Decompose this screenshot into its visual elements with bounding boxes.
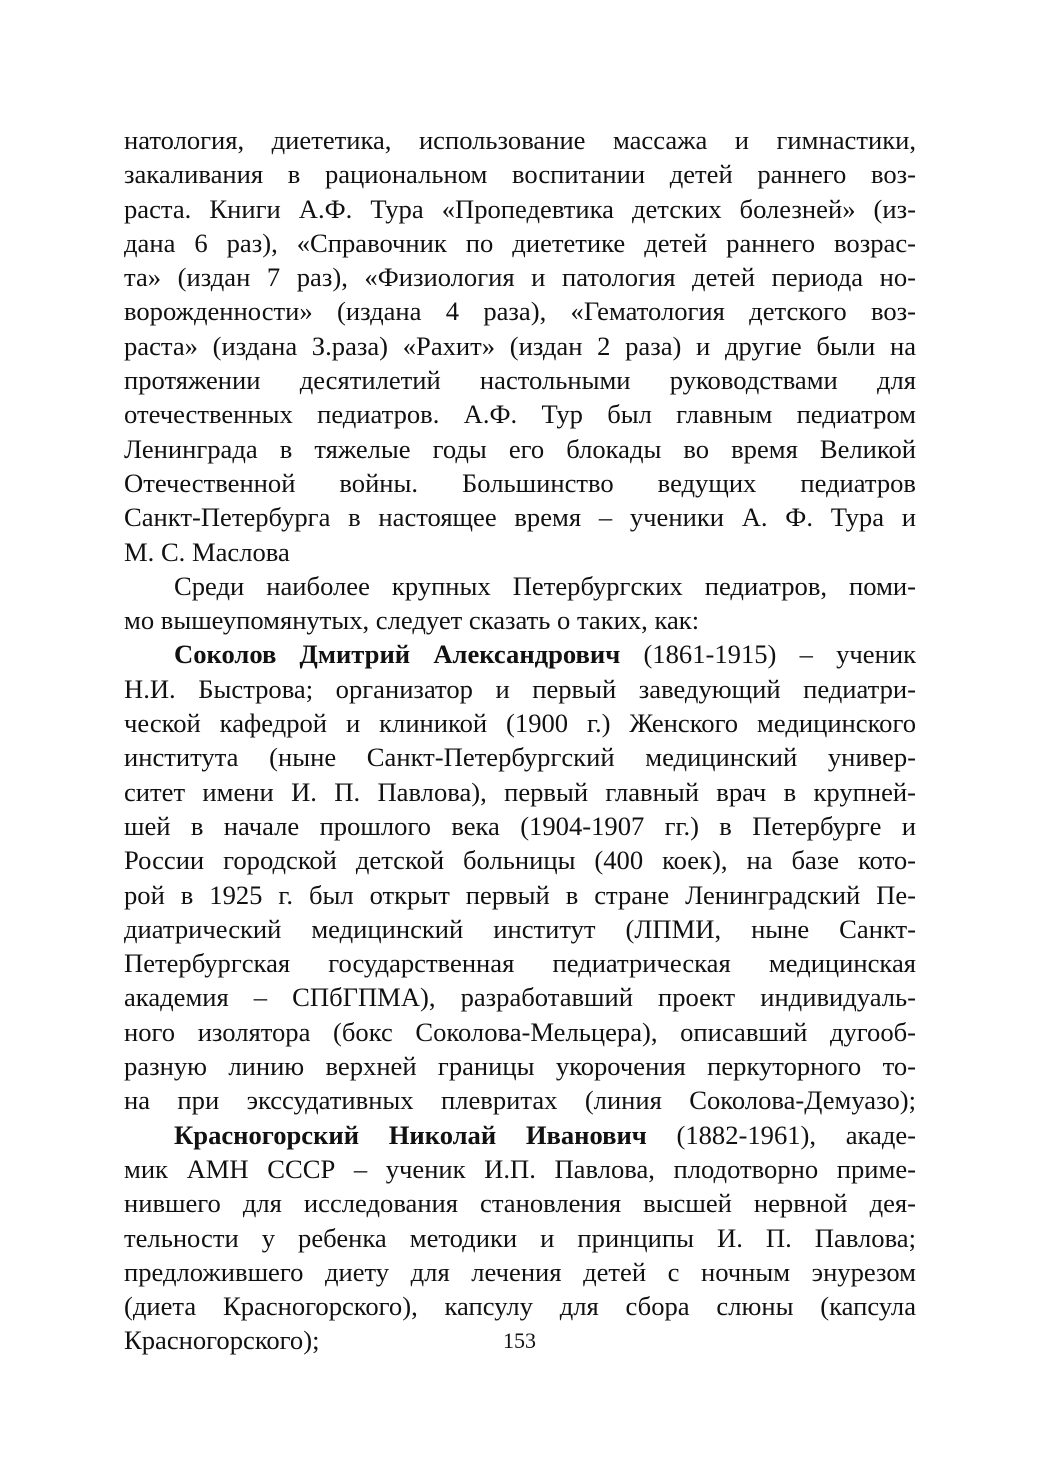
text-line: России городской детской больницы (400 коек), на базе кото-: [124, 845, 916, 876]
text-line: шей в начале прошлого века (1904-1907 гг.) в Петербурге и: [124, 810, 916, 841]
line-text: (1882-1961), акаде-: [646, 1119, 917, 1150]
text-line: отечественных педиатров. А.Ф. Тур был главным педиатром: [124, 399, 916, 430]
text-line: предложившего диету для лечения детей с ночным энурезом: [124, 1256, 916, 1287]
text-line: мик АМН СССР – ученик И.П. Павлова, плодотворно приме-: [124, 1153, 916, 1184]
text-line: натология, диететика, использование массажа и гимнастики,: [124, 125, 916, 155]
bold-name: Красногорский Николай Иванович: [174, 1119, 647, 1150]
text-line: академия – СПбГПМА), разработавший проект индивидуаль-: [124, 982, 916, 1013]
text-line: [124, 1118, 916, 1152]
text-line: ного изолятора (бокс Соколова-Мельцера), описавший дугооб-: [124, 1016, 916, 1047]
bold-name: Соколов Дмитрий Александрович: [174, 639, 621, 670]
text-line: раста» (издана З.раза) «Рахит» (издан 2 раза) и другие были на: [124, 330, 916, 361]
text-line: Среди наиболее крупных Петербургских педиатров, поми-: [174, 570, 916, 601]
text-line: тельности у ребенка методики и принципы И. П. Павлова;: [124, 1222, 916, 1253]
text-line: Красногорского);: [124, 1325, 320, 1356]
text-line: рой в 1925 г. был открыт первый в стране Ленинградский Пе-: [124, 879, 916, 910]
text-line: нившего для исследования становления высшей нервной дея-: [124, 1188, 916, 1219]
text-line: разную линию верхней границы укорочения перкуторного то-: [124, 1051, 916, 1082]
page-number: 153: [503, 1328, 536, 1353]
text-line: та» (издан 7 раз), «Физиология и патология детей периода но-: [124, 262, 916, 293]
text-line: Н.И. Быстрова; организатор и первый заведующий педиатри-: [124, 673, 916, 704]
text-line: дана 6 раз), «Справочник по диететике детей раннего возрас-: [124, 227, 916, 258]
text-line: М. С. Маслова: [124, 536, 290, 567]
text-line: Петербургская государственная педиатрическая медицинская: [124, 948, 916, 979]
page-body-text: [124, 123, 916, 1358]
text-line: ситет имени И. П. Павлова), первый главный врач в крупней-: [124, 776, 916, 807]
text-line: Отечественной войны. Большинство ведущих педиатров: [124, 467, 916, 498]
text-line: мо вышеупомянутых, следует сказать о таких, как:: [124, 605, 700, 636]
text-line: диатрический медицинский институт (ЛПМИ, ныне Санкт-: [124, 913, 916, 944]
text-line: закаливания в рациональном воспитании детей раннего воз-: [124, 159, 916, 190]
text-line: протяжении десятилетий настольными руководствами для: [124, 365, 916, 396]
text-line: раста. Книги А.Ф. Тура «Пропедевтика детских болезней» (из-: [124, 193, 916, 224]
text-line: (диета Красногорского), капсулу для сбора слюны (капсула: [124, 1291, 916, 1322]
text-line: на при экссудативных плевритах (линия Соколова-Демуазо);: [124, 1085, 916, 1116]
text-line: ворожденности» (издана 4 раза), «Гематология детского воз-: [124, 296, 916, 327]
text-line: института (ныне Санкт-Петербургский медицинский универ-: [124, 742, 916, 773]
line-text: (1861-1915) – ученик: [620, 639, 916, 670]
text-line: Ленинграда в тяжелые годы его блокады во время Великой: [124, 433, 916, 464]
text-line: Санкт-Петербурга в настоящее время – ученики А. Ф. Тура и: [124, 502, 916, 533]
text-line: ческой кафедрой и клиникой (1900 г.) Женского медицинского: [124, 708, 916, 739]
text-line: [124, 637, 916, 671]
